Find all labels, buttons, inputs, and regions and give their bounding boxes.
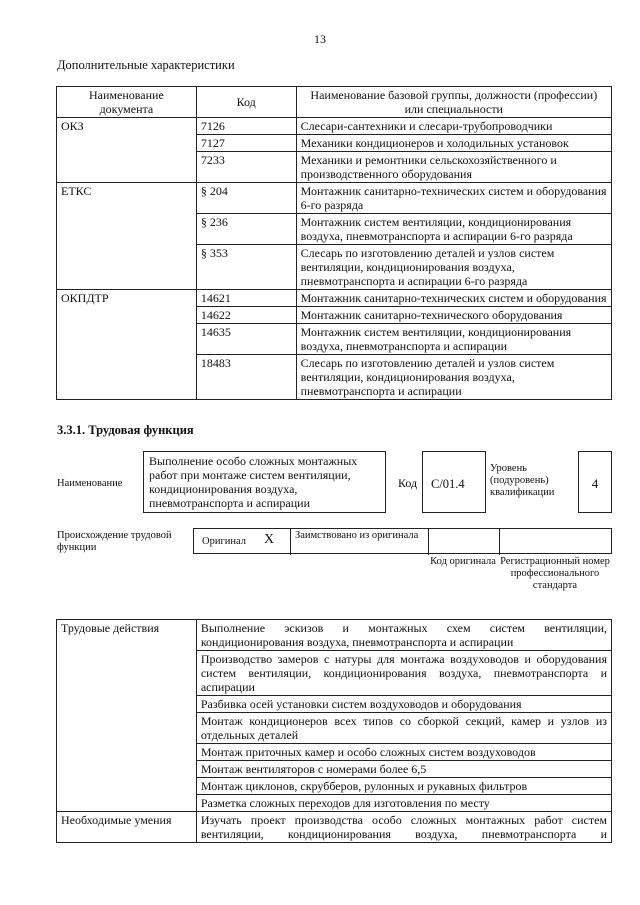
- col-header-document: Наименование документа: [57, 87, 197, 118]
- origin-divider: [499, 529, 500, 555]
- table-row: [57, 118, 612, 135]
- function-code-value: C/01.4: [422, 451, 486, 513]
- table-row: [57, 183, 612, 214]
- qualification-level-label: Уровень (подуровень) квалификации: [490, 463, 555, 498]
- function-code-label: Код: [398, 476, 418, 490]
- code-cell: 14622: [196, 307, 296, 324]
- origin-divider: [290, 529, 291, 555]
- labor-action-item: Монтаж циклонов, скрубберов, рулонных и рукавных фильтров: [196, 778, 611, 795]
- table-row: [57, 290, 612, 307]
- code-cell: 14621: [196, 290, 296, 307]
- occupation-name-cell: Слесарь по изготовлению деталей и узлов систем вентиляции, кондиционирования воздуха, пневмотранспорта и аспирации 6-го разряда: [296, 245, 611, 290]
- registration-number-caption: Регистрационный номер профессионального стандарта: [500, 556, 610, 591]
- occupation-name-cell: Механики и ремонтники сельскохозяйственного и производственного оборудования: [296, 152, 611, 183]
- occupation-name-cell: Слесари-сантехники и слесари-трубопроводчики: [296, 118, 611, 135]
- origin-box: [193, 528, 612, 554]
- skills-label: Необходимые умения: [57, 812, 197, 843]
- code-cell: 7233: [196, 152, 296, 183]
- labor-details-table: [56, 619, 612, 843]
- code-cell: § 204: [196, 183, 296, 214]
- occupation-name-cell: Монтажник систем вентиляции, кондиционирования воздуха, пневмотранспорта и аспирации 6-го разряда: [296, 214, 611, 245]
- code-cell: 14635: [196, 324, 296, 355]
- labor-action-item: Монтаж вентиляторов с номерами более 6,5: [196, 761, 611, 778]
- code-cell: 18483: [196, 355, 296, 400]
- col-header-code: Код: [196, 87, 296, 118]
- code-cell: 7127: [196, 135, 296, 152]
- characteristics-table: [56, 86, 612, 400]
- labor-action-item: Монтаж приточных камер и особо сложных систем воздуховодов: [196, 744, 611, 761]
- code-cell: § 353: [196, 245, 296, 290]
- original-code-caption: Код оригинала: [430, 556, 496, 567]
- code-cell: § 236: [196, 214, 296, 245]
- section-title: Дополнительные характеристики: [57, 58, 235, 72]
- occupation-name-cell: Монтажник санитарно-технических систем и оборудования: [296, 290, 611, 307]
- occupation-name-cell: Монтажник систем вентиляции, кондиционирования воздуха, пневмотранспорта и аспирации: [296, 324, 611, 355]
- document-cell: ЕТКС: [57, 183, 197, 290]
- labor-action-item: Выполнение эскизов и монтажных схем систем вентиляции, кондиционирования воздуха, пневмотранспорта и аспирации: [196, 620, 611, 651]
- origin-label: Происхождение трудовой функции: [57, 530, 172, 553]
- document-cell: ОКПДТР: [57, 290, 197, 400]
- function-name-value: Выполнение особо сложных монтажных работ при монтаже систем вентиляции, кондиционирования воздуха, пневмотранспорта и аспирации: [143, 451, 386, 513]
- labor-action-item: Производство замеров с натуры для монтажа воздуховодов и оборудования систем вентиляции, кондиционирования воздуха, пневмотранспорта и аспирации: [196, 651, 611, 696]
- col-header-name: Наименование базовой группы, должности (профессии) или специальности: [296, 87, 611, 118]
- occupation-name-cell: Монтажник санитарно-технических систем и оборудования 6-го разряда: [296, 183, 611, 214]
- table-row: [57, 620, 612, 651]
- labor-action-item: Разметка сложных переходов для изготовления по месту: [196, 795, 611, 812]
- function-name-label: Наименование: [57, 478, 123, 489]
- qualification-level-value: 4: [578, 451, 612, 513]
- document-cell: ОКЗ: [57, 118, 197, 183]
- table-header-row: [57, 87, 612, 118]
- occupation-name-cell: Слесарь по изготовлению деталей и узлов систем вентиляции, кондиционирования воздуха, пневмотранспорта и аспирации: [296, 355, 611, 400]
- original-label: Оригинал: [202, 536, 246, 547]
- code-cell: 7126: [196, 118, 296, 135]
- function-heading: 3.3.1. Трудовая функция: [57, 423, 194, 437]
- page-number: 13: [314, 32, 326, 46]
- origin-divider: [428, 529, 429, 555]
- occupation-name-cell: Монтажник санитарно-технического оборудования: [296, 307, 611, 324]
- labor-action-item: Разбивка осей установки систем воздуховодов и оборудования: [196, 696, 611, 713]
- labor-actions-label: Трудовые действия: [57, 620, 197, 812]
- occupation-name-cell: Механики кондиционеров и холодильных установок: [296, 135, 611, 152]
- labor-action-item: Монтаж кондиционеров всех типов со сборкой секций, камер и узлов из отдельных деталей: [196, 713, 611, 744]
- table-row: [57, 812, 612, 843]
- borrowed-label: Заимствовано из оригинала: [295, 530, 419, 541]
- skill-item: Изучать проект производства особо сложных монтажных работ систем вентиляции, кондиционирования воздуха, пневмотранспорта и: [196, 812, 611, 843]
- original-mark: X: [264, 532, 275, 547]
